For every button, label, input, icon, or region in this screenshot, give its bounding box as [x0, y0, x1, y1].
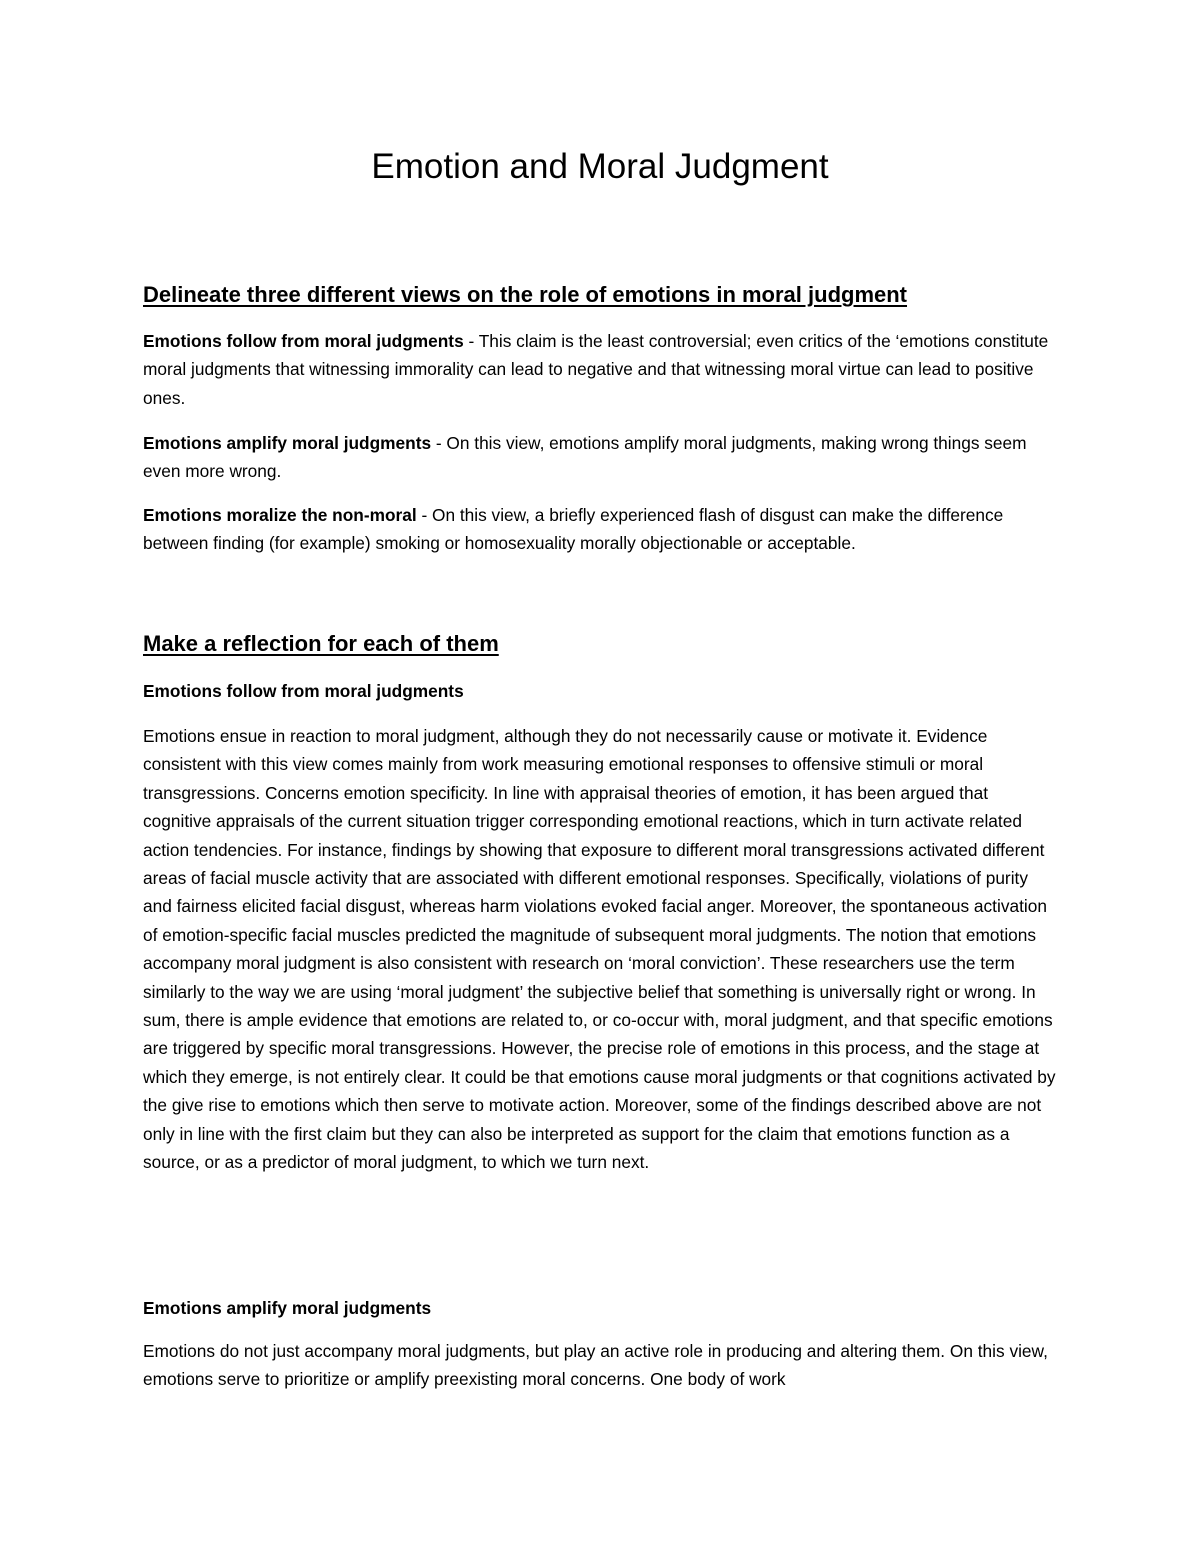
view-paragraph-amplify: [143, 429, 1057, 486]
view-text: - On this view, a briefly experienced flash of disgust can make the difference between finding (for example) smoking or homosexuality morally objectionable or acceptable.: [143, 505, 1004, 554]
section-heading-views: Delineate three different views on the role of emotions in moral judgment: [143, 282, 908, 307]
view-text: - This claim is the least controversial; even critics of the ‘emotions constitute moral judgments that witnessing immorality can lead to negative and that witnessing moral virtue can lead to positive ones.: [143, 331, 1049, 408]
view-label: Emotions follow from moral judgments: [143, 331, 464, 351]
reflection-subheading-amplify: Emotions amplify moral judgments: [143, 1298, 432, 1318]
view-label: Emotions amplify moral judgments: [143, 433, 432, 453]
view-text: - On this view, emotions amplify moral judgments, making wrong things seem even more wrong.: [143, 433, 1027, 482]
reflection-subheading-follow: Emotions follow from moral judgments: [143, 681, 464, 701]
reflection-paragraph-amplify: Emotions do not just accompany moral judgments, but play an active role in producing and altering them. On this view, emotions serve to prioritize or amplify preexisting moral concerns. One body of work: [143, 1341, 1048, 1390]
page-title: Emotion and Moral Judgment: [371, 147, 829, 186]
view-paragraph-follow: [143, 327, 1057, 412]
view-label: Emotions moralize the non-moral: [143, 505, 417, 525]
view-paragraph-moralize: [143, 501, 1057, 558]
reflection-paragraph-follow: Emotions ensue in reaction to moral judgment, although they do not necessarily cause or motivate it. Evidence consistent with this view comes mainly from work measuring emotional responses to offensive stimuli or moral transgressions. Concerns emotion specificity. In line with appraisal theories of emotion, it has been argued that cognitive appraisals of the current situation trigger corresponding emotional reactions, which in turn activate related action tendencies. For instance, findings by showing that exposure to different moral transgressions activated different areas of facial muscle activity that are associated with different emotional responses. Specifically, violations of purity and fairness elicited facial disgust, whereas harm violations evoked facial anger. Moreover, the spontaneous activation of emotion-specific facial muscles predicted the magnitude of subsequent moral judgments. The notion that emotions accompany moral judgment is also consistent with research on ‘moral conviction’. These researchers use the term similarly to the way we are using ‘moral judgment’ the subjective belief that something is universally right or wrong. In sum, there is ample evidence that emotions are related to, or co-occur with, moral judgment, and that specific emotions are triggered by specific moral transgressions. However, the precise role of emotions in this process, and the stage at which they emerge, is not entirely clear. It could be that emotions cause moral judgments or that cognitions activated by the give rise to emotions which then serve to motivate action. Moreover, some of the findings described above are not only in line with the first claim but they can also be interpreted as support for the claim that emotions function as a source, or as a predictor of moral judgment, to which we turn next.: [143, 726, 1056, 1173]
section-heading-reflection: Make a reflection for each of them: [143, 631, 499, 656]
